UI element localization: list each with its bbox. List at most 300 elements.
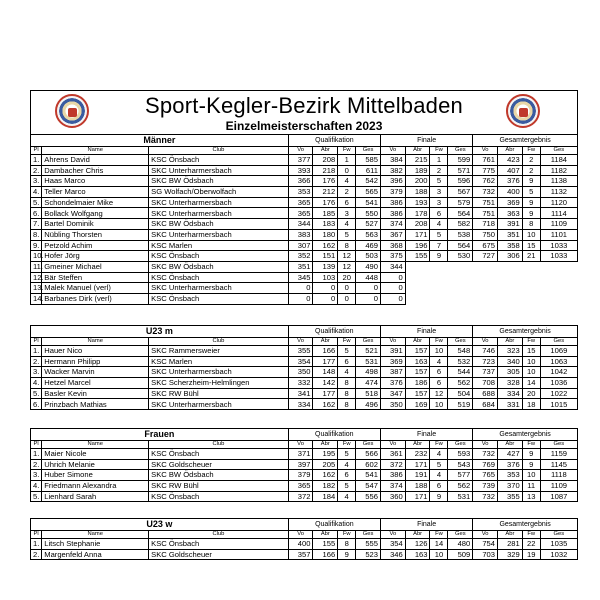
- column-header-vo: Vo: [380, 531, 405, 539]
- cell-fw: 4: [430, 356, 448, 367]
- cell-abr: 369: [498, 197, 523, 208]
- column-header-vo: Vo: [380, 441, 405, 449]
- cell-ges: 1120: [540, 197, 577, 208]
- cell-abr: 400: [498, 187, 523, 198]
- cell-ges: 1069: [540, 346, 577, 357]
- cell-vo: 684: [473, 399, 498, 410]
- cell-abr: 169: [405, 399, 430, 410]
- cell-vo: 386: [380, 197, 405, 208]
- cell-name: Gmeiner Michael: [42, 261, 149, 272]
- cell-fw: 12: [338, 251, 356, 262]
- section-title: Männer: [31, 135, 289, 147]
- cell-ges: 518: [356, 388, 381, 399]
- section-table: [30, 325, 578, 410]
- cell-vo: 361: [380, 449, 405, 460]
- cell-ges: 523: [356, 549, 381, 560]
- cell-fw: 2: [522, 165, 540, 176]
- group-final: Finale: [380, 429, 472, 441]
- table-row: [31, 219, 578, 230]
- cell-abr: 193: [405, 197, 430, 208]
- cell-name: Nübling Thorsten: [42, 229, 149, 240]
- cell-name: Haas Marco: [42, 176, 149, 187]
- table-row: [31, 240, 578, 251]
- cell-fw: [522, 283, 540, 294]
- cell-fw: 10: [522, 356, 540, 367]
- column-header-club: Club: [149, 441, 289, 449]
- cell-abr: 171: [405, 459, 430, 470]
- cell-abr: 188: [405, 187, 430, 198]
- cell-club: SKC RW Bühl: [149, 388, 289, 399]
- column-header-vo: Vo: [380, 338, 405, 346]
- cell-ges: 532: [448, 356, 473, 367]
- cell-vo: 732: [473, 187, 498, 198]
- cell-name: Litsch Stephanie: [42, 539, 149, 550]
- cell-vo: [473, 272, 498, 283]
- column-header-pl: Pl: [31, 441, 42, 449]
- column-header-fw: Fw: [430, 441, 448, 449]
- cell-name: Bär Steffen: [42, 272, 149, 283]
- cell-name: Ahrens David: [42, 155, 149, 166]
- cell-abr: 423: [498, 155, 523, 166]
- cell-abr: 232: [405, 449, 430, 460]
- cell-fw: 9: [430, 491, 448, 502]
- cell-fw: 5: [338, 449, 356, 460]
- cell-club: KSC Önsbach: [149, 491, 289, 502]
- cell-club: SKC Scherzheim-Helmlingen: [149, 378, 289, 389]
- section-table: [30, 428, 578, 502]
- cell-pl: 4.: [31, 378, 42, 389]
- cell-abr: [498, 283, 523, 294]
- cell-abr: 139: [313, 261, 338, 272]
- cell-club: KSC Önsbach: [149, 293, 289, 304]
- column-header-ges: Ges: [356, 531, 381, 539]
- cell-name: Hermann Philipp: [42, 356, 149, 367]
- cell-fw: 5: [338, 346, 356, 357]
- cell-vo: 375: [380, 251, 405, 262]
- column-header-abr: Abr: [313, 441, 338, 449]
- cell-ges: 555: [356, 539, 381, 550]
- cell-fw: 10: [430, 346, 448, 357]
- cell-pl: 11.: [31, 261, 42, 272]
- cell-ges: 0: [356, 293, 381, 304]
- column-header-ges: Ges: [448, 147, 473, 155]
- section-table: [30, 518, 578, 560]
- cell-fw: 14: [522, 378, 540, 389]
- table-row: [31, 293, 578, 304]
- cell-club: SKC Unterharmersbach: [149, 197, 289, 208]
- column-header-vo: Vo: [473, 441, 498, 449]
- cell-vo: 377: [288, 155, 313, 166]
- page-subtitle: Einzelmeisterschaften 2023: [225, 119, 383, 133]
- column-header-ges: Ges: [540, 441, 577, 449]
- cell-pl: 2.: [31, 165, 42, 176]
- cell-fw: 9: [522, 459, 540, 470]
- cell-fw: 9: [522, 208, 540, 219]
- cell-vo: 732: [473, 449, 498, 460]
- cell-ges: 538: [448, 229, 473, 240]
- cell-vo: 366: [288, 176, 313, 187]
- cell-fw: 6: [338, 470, 356, 481]
- column-header-name: Name: [42, 531, 149, 539]
- cell-pl: 4.: [31, 481, 42, 492]
- cell-ges: 504: [448, 388, 473, 399]
- cell-ges: 1033: [540, 251, 577, 262]
- cell-vo: 353: [288, 187, 313, 198]
- cell-abr: 0: [313, 293, 338, 304]
- column-header-abr: Abr: [405, 531, 430, 539]
- cell-ges: 585: [356, 155, 381, 166]
- cell-pl: 3.: [31, 367, 42, 378]
- cell-name: Hetzel Marcel: [42, 378, 149, 389]
- cell-pl: 8.: [31, 229, 42, 240]
- cell-abr: 176: [313, 197, 338, 208]
- cell-fw: 20: [338, 272, 356, 283]
- group-final: Finale: [380, 519, 472, 531]
- cell-club: SKC Rammersweier: [149, 346, 289, 357]
- cell-abr: 329: [498, 549, 523, 560]
- cell-abr: 208: [313, 155, 338, 166]
- cell-abr: 376: [497, 459, 522, 470]
- cell-vo: 386: [380, 470, 405, 481]
- cell-vo: 732: [473, 491, 498, 502]
- cell-name: Barbanes Dirk (verl): [42, 293, 149, 304]
- column-header-abr: Abr: [313, 338, 338, 346]
- column-header-abr: Abr: [498, 147, 523, 155]
- cell-ges: 550: [356, 208, 381, 219]
- cell-ges: 1118: [540, 470, 577, 481]
- cell-name: Bollack Wolfgang: [42, 208, 149, 219]
- cell-club: SKC Unterharmersbach: [149, 165, 289, 176]
- cell-vo: 341: [288, 388, 313, 399]
- table-row: [31, 272, 578, 283]
- column-header-vo: Vo: [473, 338, 498, 346]
- column-header-name: Name: [42, 147, 149, 155]
- cell-fw: 8: [338, 240, 356, 251]
- cell-fw: 6: [430, 367, 448, 378]
- cell-fw: 5: [338, 229, 356, 240]
- cell-abr: [498, 272, 523, 283]
- cell-ges: 1145: [540, 459, 577, 470]
- club-logo-icon: [506, 94, 540, 128]
- cell-fw: 8: [522, 219, 540, 230]
- cell-fw: 18: [522, 399, 540, 410]
- cell-fw: 6: [338, 197, 356, 208]
- cell-vo: 382: [380, 165, 405, 176]
- cell-abr: 331: [497, 399, 522, 410]
- cell-ges: 474: [356, 378, 381, 389]
- cell-fw: 2: [430, 165, 448, 176]
- cell-vo: 345: [288, 272, 313, 283]
- cell-ges: [540, 283, 577, 294]
- cell-vo: 708: [473, 378, 498, 389]
- cell-fw: 6: [430, 481, 448, 492]
- table-row: [31, 283, 578, 294]
- table-row: [31, 449, 578, 460]
- cell-abr: 391: [498, 219, 523, 230]
- column-header-ges: Ges: [356, 338, 381, 346]
- cell-ges: 541: [356, 470, 381, 481]
- column-header-ges: Ges: [448, 531, 473, 539]
- column-header-fw: Fw: [522, 147, 540, 155]
- cell-name: Bartel Dominik: [42, 219, 149, 230]
- cell-vo: 351: [288, 261, 313, 272]
- cell-fw: 9: [430, 251, 448, 262]
- column-header-pl: Pl: [31, 147, 42, 155]
- cell-ges: 566: [356, 449, 381, 460]
- cell-vo: 769: [473, 459, 498, 470]
- column-header-ges: Ges: [448, 441, 473, 449]
- table-row: [31, 197, 578, 208]
- cell-vo: 688: [473, 388, 498, 399]
- cell-ges: 509: [448, 549, 473, 560]
- cell-pl: 12.: [31, 272, 42, 283]
- cell-ges: [448, 272, 473, 283]
- cell-vo: 386: [380, 208, 405, 219]
- cell-abr: [405, 293, 430, 304]
- cell-vo: 369: [380, 356, 405, 367]
- cell-vo: 761: [473, 155, 498, 166]
- cell-club: SG Wolfach/Oberwolfach: [149, 187, 289, 198]
- cell-vo: 400: [288, 539, 313, 550]
- column-header-fw: Fw: [522, 531, 540, 539]
- cell-fw: 6: [430, 208, 448, 219]
- cell-ges: 519: [448, 399, 473, 410]
- cell-vo: 739: [473, 481, 498, 492]
- cell-fw: 6: [338, 356, 356, 367]
- cell-abr: 180: [313, 229, 338, 240]
- cell-name: Wacker Marvin: [42, 367, 149, 378]
- cell-vo: 360: [380, 491, 405, 502]
- cell-club: SKC Goldscheuer: [149, 549, 289, 560]
- cell-abr: 281: [498, 539, 523, 550]
- cell-ges: 564: [448, 208, 473, 219]
- cell-name: Dambacher Chris: [42, 165, 149, 176]
- section-table: [30, 134, 578, 305]
- cell-ges: 547: [356, 481, 381, 492]
- cell-abr: 186: [405, 378, 430, 389]
- cell-ges: 602: [356, 459, 381, 470]
- cell-name: Malek Manuel (verl): [42, 283, 149, 294]
- cell-ges: 562: [448, 481, 473, 492]
- cell-vo: 384: [380, 155, 405, 166]
- cell-fw: 9: [522, 176, 540, 187]
- column-header-fw: Fw: [430, 531, 448, 539]
- cell-ges: 611: [356, 165, 381, 176]
- cell-fw: 3: [338, 208, 356, 219]
- cell-name: Teller Marco: [42, 187, 149, 198]
- cell-vo: 775: [473, 165, 498, 176]
- cell-abr: 355: [497, 491, 522, 502]
- column-header-fw: Fw: [522, 338, 540, 346]
- cell-fw: 0: [338, 293, 356, 304]
- cell-abr: 155: [313, 539, 338, 550]
- cell-vo: 367: [380, 229, 405, 240]
- table-row: [31, 187, 578, 198]
- cell-abr: 200: [405, 176, 430, 187]
- cell-name: Lienhard Sarah: [42, 491, 149, 502]
- group-total: Gesamtergebnis: [473, 135, 578, 147]
- cell-abr: 353: [497, 470, 522, 481]
- cell-vo: 393: [288, 165, 313, 176]
- cell-ges: 1063: [540, 356, 577, 367]
- cell-vo: 703: [473, 549, 498, 560]
- cell-ges: 521: [356, 346, 381, 357]
- cell-fw: 20: [522, 388, 540, 399]
- cell-vo: 376: [380, 378, 405, 389]
- club-logo-icon: [55, 94, 89, 128]
- section-title: U23 m: [31, 326, 289, 338]
- cell-abr: 157: [405, 346, 430, 357]
- cell-fw: 1: [338, 155, 356, 166]
- cell-pl: 1.: [31, 449, 42, 460]
- cell-abr: 126: [405, 539, 430, 550]
- cell-fw: 4: [430, 219, 448, 230]
- cell-club: SKC BW Ödsbach: [149, 470, 289, 481]
- cell-vo: 352: [288, 251, 313, 262]
- cell-fw: [430, 283, 448, 294]
- cell-club: KSC Önsbach: [149, 155, 289, 166]
- cell-ges: 556: [356, 491, 381, 502]
- cell-vo: 344: [380, 261, 405, 272]
- cell-fw: [430, 293, 448, 304]
- cell-club: KSC Önsbach: [149, 539, 289, 550]
- cell-fw: [522, 261, 540, 272]
- cell-fw: 5: [430, 229, 448, 240]
- group-total: Gesamtergebnis: [473, 429, 578, 441]
- table-row: [31, 459, 578, 470]
- cell-fw: 8: [338, 399, 356, 410]
- cell-ges: 579: [448, 197, 473, 208]
- cell-vo: 374: [380, 481, 405, 492]
- cell-abr: 212: [313, 187, 338, 198]
- cell-fw: 22: [522, 539, 540, 550]
- cell-abr: 155: [405, 251, 430, 262]
- cell-name: Hauer Nico: [42, 346, 149, 357]
- cell-vo: 368: [380, 240, 405, 251]
- cell-ges: [448, 293, 473, 304]
- column-header-abr: Abr: [313, 531, 338, 539]
- cell-fw: 10: [522, 470, 540, 481]
- cell-abr: 162: [313, 399, 338, 410]
- table-row: [31, 155, 578, 166]
- cell-abr: 376: [498, 176, 523, 187]
- cell-ges: 1132: [540, 187, 577, 198]
- cell-vo: 765: [473, 470, 498, 481]
- cell-fw: 3: [430, 197, 448, 208]
- cell-abr: 177: [313, 388, 338, 399]
- cell-pl: 10.: [31, 251, 42, 262]
- cell-club: SKC Unterharmersbach: [149, 367, 289, 378]
- cell-vo: 754: [473, 539, 498, 550]
- cell-ges: 542: [356, 176, 381, 187]
- cell-pl: 5.: [31, 491, 42, 502]
- cell-club: KSC Önsbach: [149, 251, 289, 262]
- cell-club: KSC Marlen: [149, 356, 289, 367]
- cell-abr: 189: [405, 165, 430, 176]
- table-row: [31, 208, 578, 219]
- cell-vo: 675: [473, 240, 498, 251]
- cell-vo: 0: [288, 293, 313, 304]
- cell-vo: 350: [288, 367, 313, 378]
- cell-fw: [430, 272, 448, 283]
- cell-ges: 1138: [540, 176, 577, 187]
- group-qualification: Qualifikation: [288, 429, 380, 441]
- cell-name: Huber Simone: [42, 470, 149, 481]
- cell-abr: 196: [405, 240, 430, 251]
- cell-abr: 177: [313, 356, 338, 367]
- cell-club: SKC BW Ödsbach: [149, 261, 289, 272]
- column-header-club: Club: [149, 147, 289, 155]
- cell-abr: 328: [497, 378, 522, 389]
- column-header-abr: Abr: [498, 531, 523, 539]
- cell-ges: 1159: [540, 449, 577, 460]
- column-header-vo: Vo: [473, 531, 498, 539]
- cell-fw: 19: [522, 549, 540, 560]
- cell-fw: 21: [522, 251, 540, 262]
- column-header-fw: Fw: [338, 531, 356, 539]
- column-header-ges: Ges: [356, 441, 381, 449]
- column-header-ges: Ges: [356, 147, 381, 155]
- cell-abr: 334: [497, 388, 522, 399]
- cell-vo: 397: [288, 459, 313, 470]
- table-row: [31, 229, 578, 240]
- cell-pl: 1.: [31, 539, 42, 550]
- cell-name: Hofer Jörg: [42, 251, 149, 262]
- table-row: [31, 165, 578, 176]
- cell-name: Prinzbach Mathias: [42, 399, 149, 410]
- cell-abr: 157: [405, 388, 430, 399]
- cell-ges: 1015: [540, 399, 577, 410]
- cell-name: Maier Nicole: [42, 449, 149, 460]
- cell-vo: 383: [288, 229, 313, 240]
- column-header-vo: Vo: [473, 147, 498, 155]
- table-row: [31, 356, 578, 367]
- cell-ges: 564: [448, 240, 473, 251]
- cell-fw: 9: [522, 449, 540, 460]
- column-header-name: Name: [42, 441, 149, 449]
- cell-vo: 372: [380, 459, 405, 470]
- cell-fw: 5: [522, 187, 540, 198]
- cell-ges: 543: [448, 459, 473, 470]
- cell-pl: 13.: [31, 283, 42, 294]
- cell-ges: [540, 293, 577, 304]
- cell-ges: 498: [356, 367, 381, 378]
- cell-pl: 2.: [31, 356, 42, 367]
- cell-vo: 365: [288, 197, 313, 208]
- cell-ges: 531: [356, 356, 381, 367]
- cell-name: Uhrich Melanie: [42, 459, 149, 470]
- cell-abr: 0: [313, 283, 338, 294]
- cell-ges: 541: [356, 197, 381, 208]
- cell-fw: 8: [338, 388, 356, 399]
- cell-ges: 577: [448, 470, 473, 481]
- cell-ges: 565: [356, 187, 381, 198]
- cell-ges: 563: [356, 229, 381, 240]
- cell-ges: 1087: [540, 491, 577, 502]
- cell-fw: 6: [430, 378, 448, 389]
- table-row: [31, 491, 578, 502]
- cell-vo: 0: [380, 272, 405, 283]
- cell-vo: 0: [380, 293, 405, 304]
- group-qualification: Qualifikation: [288, 135, 380, 147]
- cell-pl: 9.: [31, 240, 42, 251]
- cell-fw: 13: [522, 491, 540, 502]
- cell-club: SKC BW Ödsbach: [149, 219, 289, 230]
- cell-fw: [522, 293, 540, 304]
- cell-vo: 379: [380, 187, 405, 198]
- cell-abr: 427: [497, 449, 522, 460]
- cell-ges: 1182: [540, 165, 577, 176]
